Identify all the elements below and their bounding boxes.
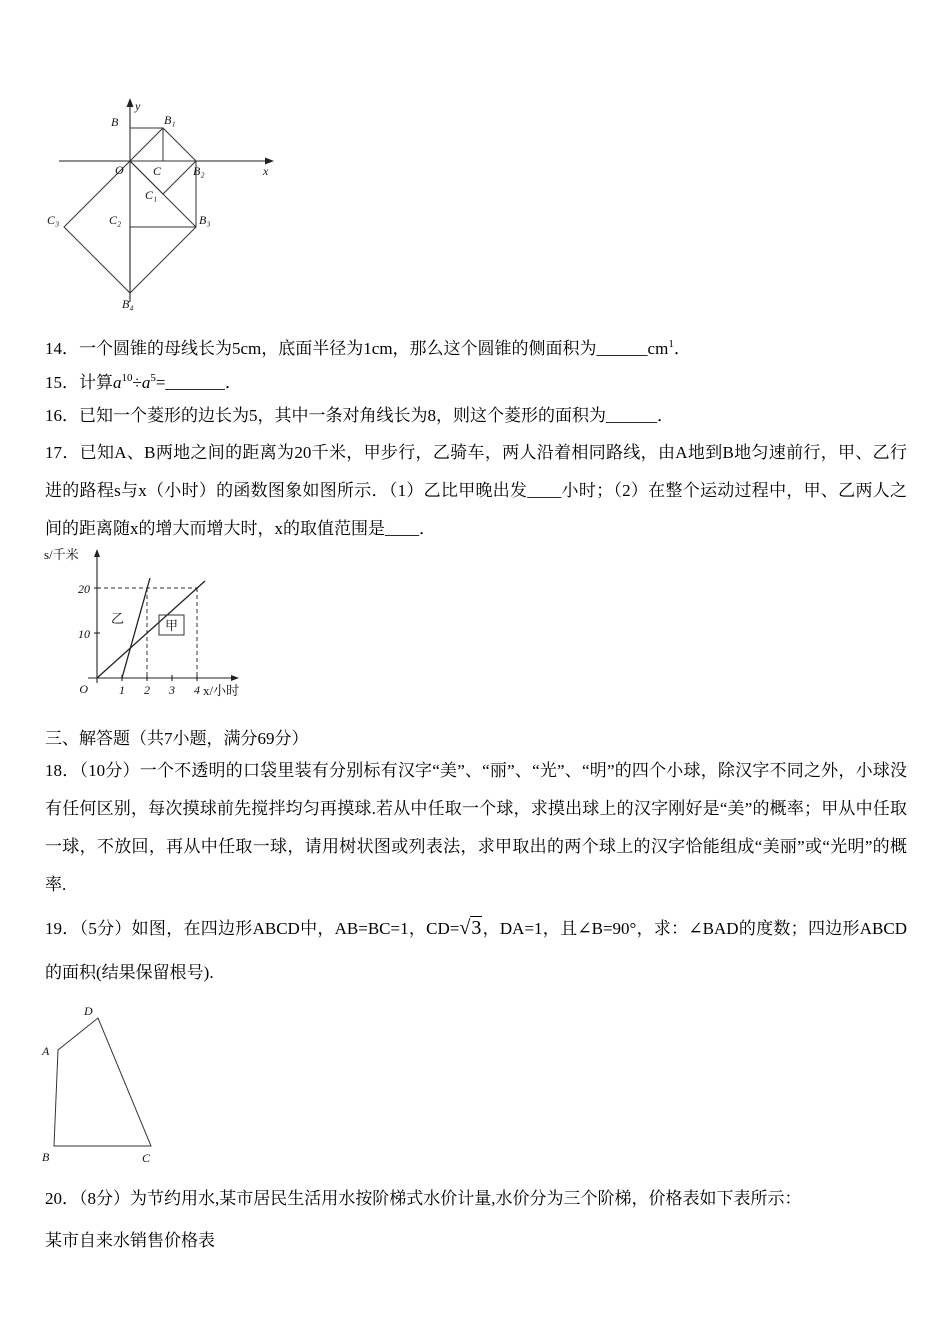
question-18: 18．（10分）一个不透明的口袋里装有分别标有汉字“美”、“丽”、“光”、“明”的四个小球，除汉字不同之外，小球没有任何区别，每次摸球前先搅拌均匀再摸球.若从中任取一个球，求摸出球上的汉字刚好是“美”的概率；甲从中任取一球，不放回，再从中任取一球，请用树状图或列表法，求甲取出的两个球上的汉字恰能组成“美丽”或“光明”的概率. xyxy=(45,761,907,894)
axis-x-label: x xyxy=(263,164,269,178)
section-3-header: 三、解答题（共7小题，满分69分） xyxy=(45,729,309,748)
label-b2: B₂ xyxy=(193,164,205,178)
question-19 xyxy=(45,906,907,995)
label-c: C xyxy=(142,1151,151,1165)
label-yi: 乙 xyxy=(111,611,125,626)
q15-exp-10: 10 xyxy=(121,372,133,384)
label-b3: B₃ xyxy=(199,213,211,227)
label-c2: C₂ xyxy=(109,213,122,227)
label-jia: 甲 xyxy=(165,618,179,633)
axis-y-label: y xyxy=(135,99,141,113)
xtick-3: 3 xyxy=(169,683,175,697)
table-caption: 某市自来水销售价格表 xyxy=(45,1231,215,1250)
radicand: 3 xyxy=(471,917,482,939)
label-b: B xyxy=(111,115,119,129)
graph-ylabel: s/千米 xyxy=(44,547,79,562)
label-c3: C₃ xyxy=(47,213,60,227)
question-17: 17．已知A、B两地之间的距离为20千米，甲步行，乙骑车，两人沿着相同路线，由A地到B地匀速前行，甲、乙行进的路程s与x（小时）的函数图象如图所示．（1）乙比甲晚出发____小时；（2）在整个运动过程中，甲、乙两人之间的距离随x的增大而增大时，x的取值范围是____． xyxy=(45,443,907,538)
figure-graph xyxy=(42,543,257,720)
ytick-10: 10 xyxy=(78,627,90,641)
line-jia xyxy=(97,581,205,678)
graph-lines xyxy=(97,578,205,678)
label-b: B xyxy=(42,1150,50,1164)
q15-var-a1: a xyxy=(113,373,122,392)
radical-sign: √ xyxy=(459,917,471,939)
question-20: 20．（8分）为节约用水,某市居民生活用水按阶梯式水价计量,水价分为三个阶梯，价格表如下表所示： xyxy=(45,1189,802,1208)
label-c1: C₁ xyxy=(145,188,158,202)
figure-quadrilateral xyxy=(38,1003,178,1176)
q14-superscript: 1 xyxy=(668,338,674,350)
line-yi xyxy=(122,578,150,678)
q15-blank: =_______． xyxy=(155,373,242,392)
q14-text-end: ． xyxy=(673,339,691,358)
figure-squares xyxy=(45,96,285,329)
graph-xlabel: x/小时 xyxy=(203,683,240,698)
quadrilateral-abcd xyxy=(54,1018,151,1146)
q15-exp-5: 5 xyxy=(150,372,156,384)
label-c: C xyxy=(153,164,162,178)
question-16: 16．已知一个菱形的边长为5，其中一条对角线长为8，则这个菱形的面积为______． xyxy=(45,406,674,425)
ytick-20: 20 xyxy=(78,582,90,596)
q19-text: 19．（5分）如图，在四边形ABCD中，AB=BC=1，CD= xyxy=(45,919,460,938)
label-b1: B₁ xyxy=(164,113,176,127)
q15-text: 15．计算 xyxy=(45,373,113,392)
q19-text-end: ，DA=1，且∠B=90°，求：∠BAD的度数；四边形ABCD的面积(结果保留根号). xyxy=(45,919,907,982)
label-b4: B₄ xyxy=(122,297,134,311)
figure-quad-svg xyxy=(38,1003,178,1171)
graph-origin: O xyxy=(79,682,88,696)
q15-var-a2: a xyxy=(141,373,151,392)
q15-divide: ÷ xyxy=(132,373,142,392)
xtick-1: 1 xyxy=(119,683,125,697)
sqrt-3-formula xyxy=(459,916,482,939)
q14-text: 14．一个圆锥的母线长为5cm，底面半径为1cm，那么这个圆锥的侧面积为______cm xyxy=(45,339,669,358)
label-origin: O xyxy=(115,163,124,177)
figure-graph-svg xyxy=(42,543,257,715)
label-d: D xyxy=(84,1004,93,1018)
label-a: A xyxy=(42,1044,50,1058)
figure-squares-svg xyxy=(45,96,285,324)
xtick-2: 2 xyxy=(144,683,150,697)
xtick-4: 4 xyxy=(194,683,200,697)
